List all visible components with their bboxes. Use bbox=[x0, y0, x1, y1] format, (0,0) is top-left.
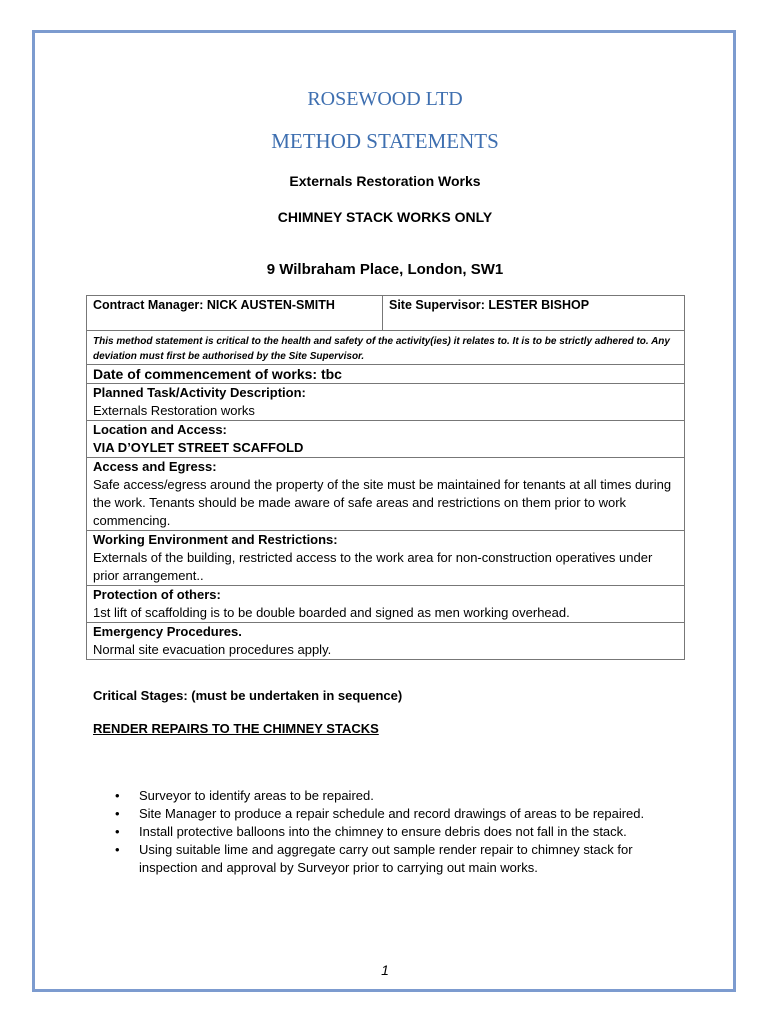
list-item bbox=[115, 823, 675, 841]
table-row bbox=[87, 421, 685, 458]
bullet-icon: • bbox=[115, 842, 120, 857]
bullet-icon: • bbox=[115, 788, 120, 803]
contract-manager: Contract Manager: NICK AUSTEN-SMITH bbox=[87, 296, 383, 331]
protection-label: Protection of others: bbox=[93, 587, 221, 602]
render-repairs-heading: RENDER REPAIRS TO THE CHIMNEY STACKS bbox=[93, 721, 379, 736]
site-address: 9 Wilbraham Place, London, SW1 bbox=[266, 261, 504, 278]
location-value: VIA D’OYLET STREET SCAFFOLD bbox=[93, 440, 304, 455]
environment-cell bbox=[87, 531, 685, 586]
critical-stages-heading: Critical Stages: (must be undertaken in sequence) bbox=[93, 688, 403, 703]
access-value: Safe access/egress around the property of the site must be maintained for tenants at all times during the work. Tenants should be made aware of safe areas and restrictions on them prior to work commencing. bbox=[93, 477, 672, 528]
list-item bbox=[115, 841, 675, 877]
emergency-label: Emergency Procedures. bbox=[93, 624, 242, 639]
table-row bbox=[87, 458, 685, 531]
table-row bbox=[87, 531, 685, 586]
emergency-value: Normal site evacuation procedures apply. bbox=[93, 642, 332, 657]
step-text: Using suitable lime and aggregate carry out sample render repair to chimney stack for inspection and approval by Surveyor prior to carrying out main works. bbox=[139, 842, 633, 875]
step-text: Surveyor to identify areas to be repaired. bbox=[139, 788, 374, 803]
steps-list bbox=[115, 787, 675, 877]
task-cell bbox=[87, 384, 685, 421]
access-label: Access and Egress: bbox=[93, 459, 217, 474]
step-text: Install protective balloons into the chimney to ensure debris does not fall in the stack. bbox=[139, 824, 627, 839]
protection-cell bbox=[87, 586, 685, 623]
access-cell bbox=[87, 458, 685, 531]
table-row bbox=[87, 384, 685, 421]
table-row bbox=[87, 623, 685, 660]
bullet-icon: • bbox=[115, 824, 120, 839]
site-supervisor: Site Supervisor: LESTER BISHOP bbox=[383, 296, 685, 331]
location-cell bbox=[87, 421, 685, 458]
list-item bbox=[115, 787, 675, 805]
bullet-icon: • bbox=[115, 806, 120, 821]
method-statement-table bbox=[86, 295, 685, 660]
table-row bbox=[87, 365, 685, 384]
document-title: METHOD STATEMENTS bbox=[271, 129, 499, 153]
location-label: Location and Access: bbox=[93, 422, 227, 437]
task-value: Externals Restoration works bbox=[93, 403, 255, 418]
commencement-date: Date of commencement of works: tbc bbox=[87, 365, 685, 384]
step-text: Site Manager to produce a repair schedule and record drawings of areas to be repaired. bbox=[139, 806, 645, 821]
table-row bbox=[87, 331, 685, 365]
environment-label: Working Environment and Restrictions: bbox=[93, 532, 338, 547]
company-name: ROSEWOOD LTD bbox=[307, 88, 463, 110]
environment-value: Externals of the building, restricted access to the work area for non-construction operatives under prior arrangement.. bbox=[93, 550, 653, 583]
safety-notice: This method statement is critical to the health and safety of the activity(ies) it relates to. It is to be strictly adhered to. Any deviation must first be authorised by the Site Supervisor. bbox=[87, 331, 685, 365]
table-row bbox=[87, 296, 685, 331]
task-label: Planned Task/Activity Description: bbox=[93, 385, 306, 400]
protection-value: 1st lift of scaffolding is to be double boarded and signed as men working overhead. bbox=[93, 605, 570, 620]
scope-heading: CHIMNEY STACK WORKS ONLY bbox=[277, 209, 493, 225]
subtitle: Externals Restoration Works bbox=[289, 173, 481, 189]
table-row bbox=[87, 586, 685, 623]
page-number: 1 bbox=[381, 962, 389, 978]
list-item bbox=[115, 805, 675, 823]
emergency-cell bbox=[87, 623, 685, 660]
